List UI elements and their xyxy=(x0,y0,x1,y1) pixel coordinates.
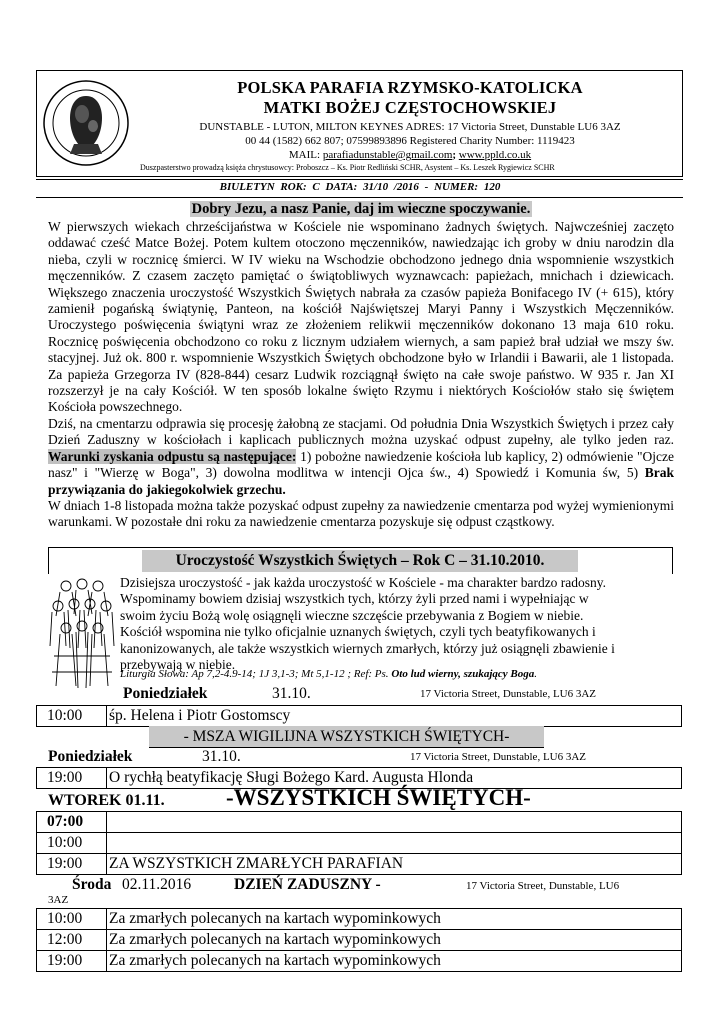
liturgy-end: . xyxy=(534,668,537,680)
column-divider xyxy=(106,854,107,874)
schedule-row xyxy=(36,832,682,854)
mass-time: 10:00 xyxy=(47,834,83,851)
schedule-row xyxy=(36,908,682,930)
column-divider xyxy=(106,812,107,832)
prayer-heading: Dobry Jezu, a nasz Panie, daj im wieczne spoczywanie. xyxy=(191,201,531,217)
mail-label: MAIL: xyxy=(288,149,321,161)
all-souls-day-title: DZIEŃ ZADUSZNY - xyxy=(234,876,381,893)
article-paragraph-1: W pierwszych wiekach chrześcijaństwa w Kościele nie wspominano żadnych świętych. Najwcześniej zaczęto oddawać cześć Matce Bożej. Potem kultem otoczono męczenników, nawiedzając ich groby w dniu narodzin dla nieba, czyli w rocznicę śmierci. W IV wieku na Wschodzie obchodzono jednego dnia wspomnienie wszystkich męczenników. Z czasem zaczęto pamiętać o świątobliwych wyznawcach: papieżach, mnichach i dziewicach. Większego znaczenia uroczystość Wszystkich Świętych nabrała za czasów papieża Bonifacego IV (+ 615), który zamienił pogańską świątynię, Panteon, na kościół Najświętszej Maryi Panny i Wszystkich Męczenników. Uroczystego poświęcenia świątyni wraz ze złożeniem relikwii męczenników dokonano 13 maja 610 roku. Rocznicę poświęcenia obchodzono co roku z licznym udziałem wiernych, a sam papież brał udział we mszy św. stacyjnej. Już ok. 800 r. wspomnienie Wszystkich Świętych obchodzone było w Irlandii i Bawarii, ale 1 listopada. Za papieża Grzegorza IV (828-844) cesarz Ludwik rozciągnął święto na całe swoje państwo. W 935 r. Jan XI rozszerzył je na cały Kościół. W ten sposób lokalne święto Rzymu i niektórych Kościołów stało się świętem Kościoła powszechnego. xyxy=(48,219,674,415)
day-header-monday: Poniedziałek xyxy=(123,685,208,702)
prayer-heading-wrap xyxy=(48,200,674,218)
paragraph-2-text: Dziś, na cmentarzu odprawia się procesję żałobną ze stacjami. Od południa Dnia Wszystkich Świętych i przez cały Dzień Zaduszny w kościołach i kaplicach publicznych można uzyskać odpust zupełny, ale tylko jeden raz. xyxy=(48,415,674,448)
day-date-monday: 31.10. xyxy=(272,685,311,702)
email-link[interactable]: parafiadunstable@gmail.com xyxy=(322,149,453,161)
website-link[interactable]: www.ppld.co.uk xyxy=(458,149,532,161)
mass-time: 10:00 xyxy=(47,910,83,927)
schedule-row xyxy=(36,853,682,875)
parish-logo-madonna xyxy=(40,74,132,172)
indulgence-conditions-label: Warunki zyskania odpustu są następujące: xyxy=(48,448,297,464)
day-date-wednesday: 02.11.2016 xyxy=(122,876,192,893)
phone-line: 00 44 (1582) 662 807; 07599893896 Registered Charity Number: 1119423 xyxy=(245,135,575,147)
clergy-line: Duszpasterstwo prowadzą księża chrystusowcy: Proboszcz – Ks. Piotr Redliński SCHR, Asystent – Ks. Leszek Rygiewicz SCHR xyxy=(140,163,555,172)
parish-title-line1: POLSKA PARAFIA RZYMSKO-KATOLICKA xyxy=(237,78,583,97)
mass-time: 12:00 xyxy=(47,931,83,948)
column-divider xyxy=(106,909,107,929)
mass-intention: O rychłą beatyfikację Sługi Bożego Kard. Augusta Hlonda xyxy=(109,769,474,786)
day-header-monday-evening: Poniedziałek xyxy=(48,748,133,765)
day-address-wednesday-cont: 3AZ xyxy=(48,894,69,906)
column-divider xyxy=(106,930,107,950)
paragraph-2-bold: Brak przywiązania do jakiegokolwiek grzechu. xyxy=(48,465,674,497)
all-saints-day-title: -WSZYSTKICH ŚWIĘTYCH- xyxy=(226,785,531,810)
column-divider xyxy=(106,706,107,726)
column-divider xyxy=(106,951,107,971)
column-divider xyxy=(106,833,107,853)
contact-line xyxy=(140,149,680,161)
mass-time: 19:00 xyxy=(47,769,83,786)
divider xyxy=(36,179,683,180)
day-date-monday-evening: 31.10. xyxy=(202,748,241,765)
issue-line: BIULETYN ROK: C DATA: 31/10 /2016 - NUMER: 120 xyxy=(219,181,501,193)
schedule-row xyxy=(36,929,682,951)
day-address-wednesday: 17 Victoria Street, Dunstable, LU6 xyxy=(466,880,620,892)
schedule-row xyxy=(36,705,682,727)
mass-time: 19:00 xyxy=(47,855,83,872)
liturgy-text: Liturgia Słowa: Ap 7,2-4.9-14; 1J 3,1-3; Mt 5,1-12 ; Ref: Ps. xyxy=(120,668,392,680)
address-line: DUNSTABLE - LUTON, MILTON KEYNES ADRES: 17 Victoria Street, Dunstable LU6 3AZ xyxy=(199,121,621,133)
liturgy-refrain: Oto lud wierny, szukający Boga xyxy=(391,668,535,680)
schedule-row xyxy=(36,950,682,972)
article-body xyxy=(48,219,674,531)
mass-intention: Za zmarłych polecanych na kartach wypominkowych xyxy=(109,910,441,927)
mass-intention: śp. Helena i Piotr Gostomscy xyxy=(109,707,291,724)
column-divider xyxy=(106,768,107,788)
mass-intention: Za zmarłych polecanych na kartach wypominkowych xyxy=(109,931,441,948)
contact-separator: ; xyxy=(452,149,457,161)
saints-body: Dzisiejsza uroczystość - jak każda uroczystość w Kościele - ma charakter bardzo radosny. Wspominamy bowiem dzisiaj wszystkich tych, którzy żyli przed nami i wypełniając w swoim życiu Bożą wolę osiągnęli wieczne szczęście przebywania z Bogiem w niebie. Kościół wspomina nie tylko oficjalnie uznanych świętych, czyli tych beatyfikowanych i kanonizowanych, ale także wszystkich wiernych zmarłych, którzy już osiągnęli zbawienie i przebywają w niebie. xyxy=(120,575,615,673)
day-address-monday: 17 Victoria Street, Dunstable, LU6 3AZ xyxy=(420,688,597,700)
vigil-mass-banner: - MSZA WIGILIJNA WSZYSTKICH ŚWIĘTYCH- xyxy=(149,726,544,748)
mass-intention: Za zmarłych polecanych na kartach wypominkowych xyxy=(109,952,441,969)
liturgy-readings xyxy=(120,668,680,680)
all-saints-illustration xyxy=(48,576,116,692)
mass-intention: ZA WSZYSTKICH ZMARŁYCH PARAFIAN xyxy=(109,855,404,872)
day-header-wednesday: Środa xyxy=(72,876,112,893)
day-address-monday-evening: 17 Victoria Street, Dunstable, LU6 3AZ xyxy=(410,751,587,763)
paragraph-2-conditions: 1) pobożne nawiedzenie kościoła lub kaplicy, 2) odmówienie "Ojcze nasz" i "Wierzę w Boga", 3) dowolna modlitwa w intencji Ojca św., 4) Spowiedź i Komunia św, 5) xyxy=(48,448,674,481)
article-paragraph-2 xyxy=(48,416,674,498)
parish-title-line2: MATKI BOŻEJ CZĘSTOCHOWSKIEJ xyxy=(263,98,557,117)
mass-time: 19:00 xyxy=(47,952,83,969)
mass-time: 10:00 xyxy=(47,707,83,724)
mass-time: 07:00 xyxy=(47,813,84,830)
day-header-tuesday: WTOREK 01.11. xyxy=(48,792,165,809)
schedule-row xyxy=(36,811,682,833)
article-paragraph-3: W dniach 1-8 listopada można także pozyskać odpust zupełny za nawiedzenie cmentarza pod wyżej wymienionymi warunkami. W pozostałe dni roku za nawiedzenie cmentarza pozyskuje się odpust cząstkowy. xyxy=(48,497,674,530)
saints-heading: Uroczystość Wszystkich Świętych – Rok C – 31.10.2010. xyxy=(142,550,578,572)
divider xyxy=(36,197,683,198)
